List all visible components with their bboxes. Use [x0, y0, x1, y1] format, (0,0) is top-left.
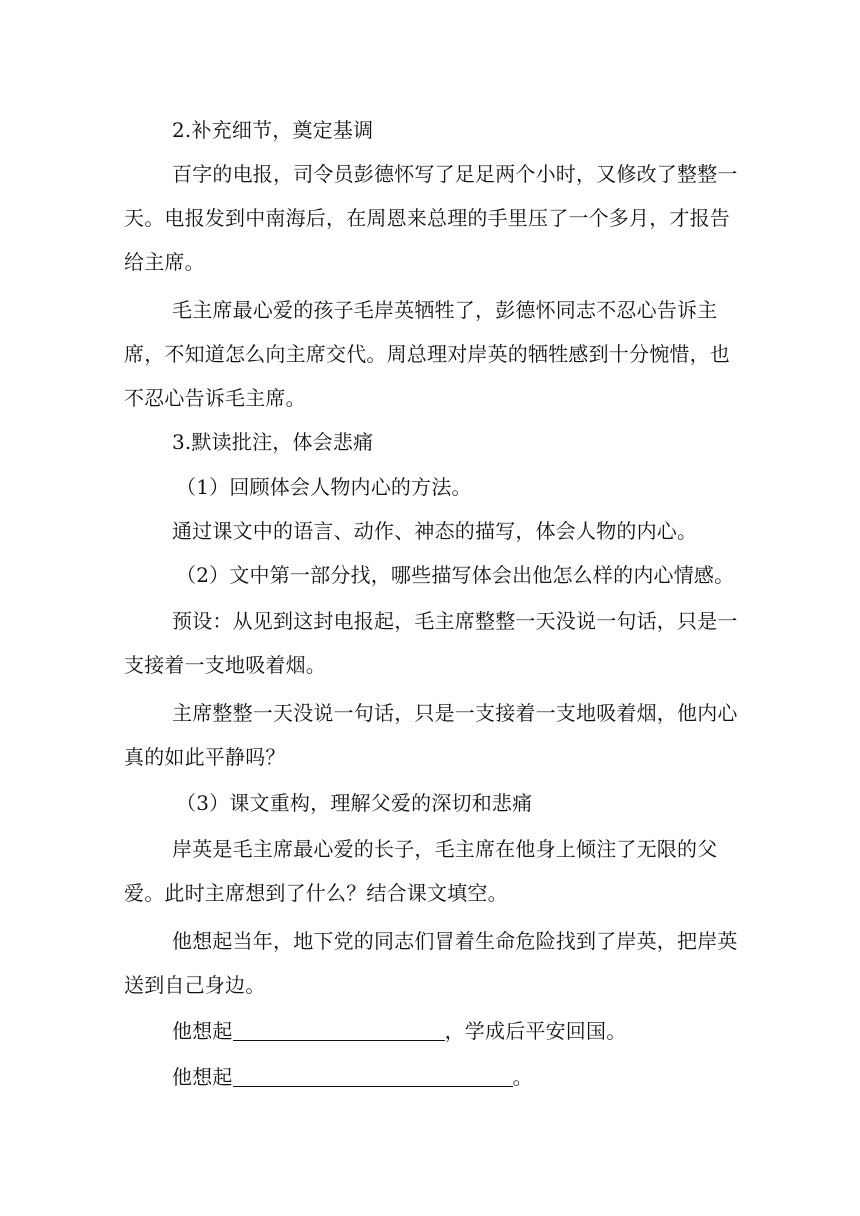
- paragraph-line: 岸英是毛主席最心爱的长子，毛主席在他身上倾注了无限的父: [172, 837, 718, 861]
- subheading-3: （3）课文重构，理解父爱的深切和悲痛: [176, 791, 533, 815]
- paragraph-line: 预设：从见到这封电报起，毛主席整整一天没说一句话，只是一: [172, 609, 738, 633]
- fill-in-line-1: [172, 1019, 740, 1043]
- section-heading-3: 3.默读批注，体会悲痛: [172, 430, 374, 454]
- paragraph-line: 通过课文中的语言、动作、神态的描写，体会人物的内心。: [172, 519, 698, 543]
- paragraph-line: 百字的电报，司令员彭德怀写了足足两个小时，又修改了整整一: [172, 162, 738, 186]
- paragraph-line: 给主席。: [124, 250, 205, 274]
- fill-prefix: 他想起: [172, 1019, 233, 1043]
- fill-prefix: 他想起: [172, 1065, 233, 1089]
- paragraph-line: 爱。此时主席想到了什么？结合课文填空。: [124, 881, 508, 905]
- paragraph-line: 真的如此平静吗？: [124, 745, 286, 769]
- paragraph-line: 不忍心告诉毛主席。: [124, 386, 306, 410]
- paragraph-line: 送到自己身边。: [124, 973, 266, 997]
- fill-suffix: 。: [512, 1065, 533, 1089]
- fill-blank-2[interactable]: [233, 1066, 513, 1087]
- paragraph-line: 毛主席最心爱的孩子毛岸英牺牲了，彭德怀同志不忍心告诉主: [172, 298, 718, 322]
- fill-in-line-2: [172, 1065, 740, 1089]
- paragraph-line: 他想起当年，地下党的同志们冒着生命危险找到了岸英，把岸英: [172, 929, 738, 953]
- paragraph-line: 主席整整一天没说一句话，只是一支接着一支地吸着烟，他内心: [172, 701, 738, 725]
- fill-suffix: ，学成后平安回国。: [444, 1019, 627, 1043]
- fill-blank-1[interactable]: [233, 1020, 445, 1041]
- subheading-2: （2）文中第一部分找，哪些描写体会出他怎么样的内心情感。: [176, 563, 735, 587]
- paragraph-line: 席，不知道怎么向主席交代。周总理对岸英的牺牲感到十分惋惜，也: [124, 342, 730, 366]
- subheading-1: （1）回顾体会人物内心的方法。: [176, 475, 472, 499]
- section-heading-2: 2.补充细节，奠定基调: [172, 118, 374, 142]
- paragraph-line: 天。电报发到中南海后，在周恩来总理的手里压了一个多月，才报告: [124, 206, 730, 230]
- paragraph-line: 支接着一支地吸着烟。: [124, 653, 326, 677]
